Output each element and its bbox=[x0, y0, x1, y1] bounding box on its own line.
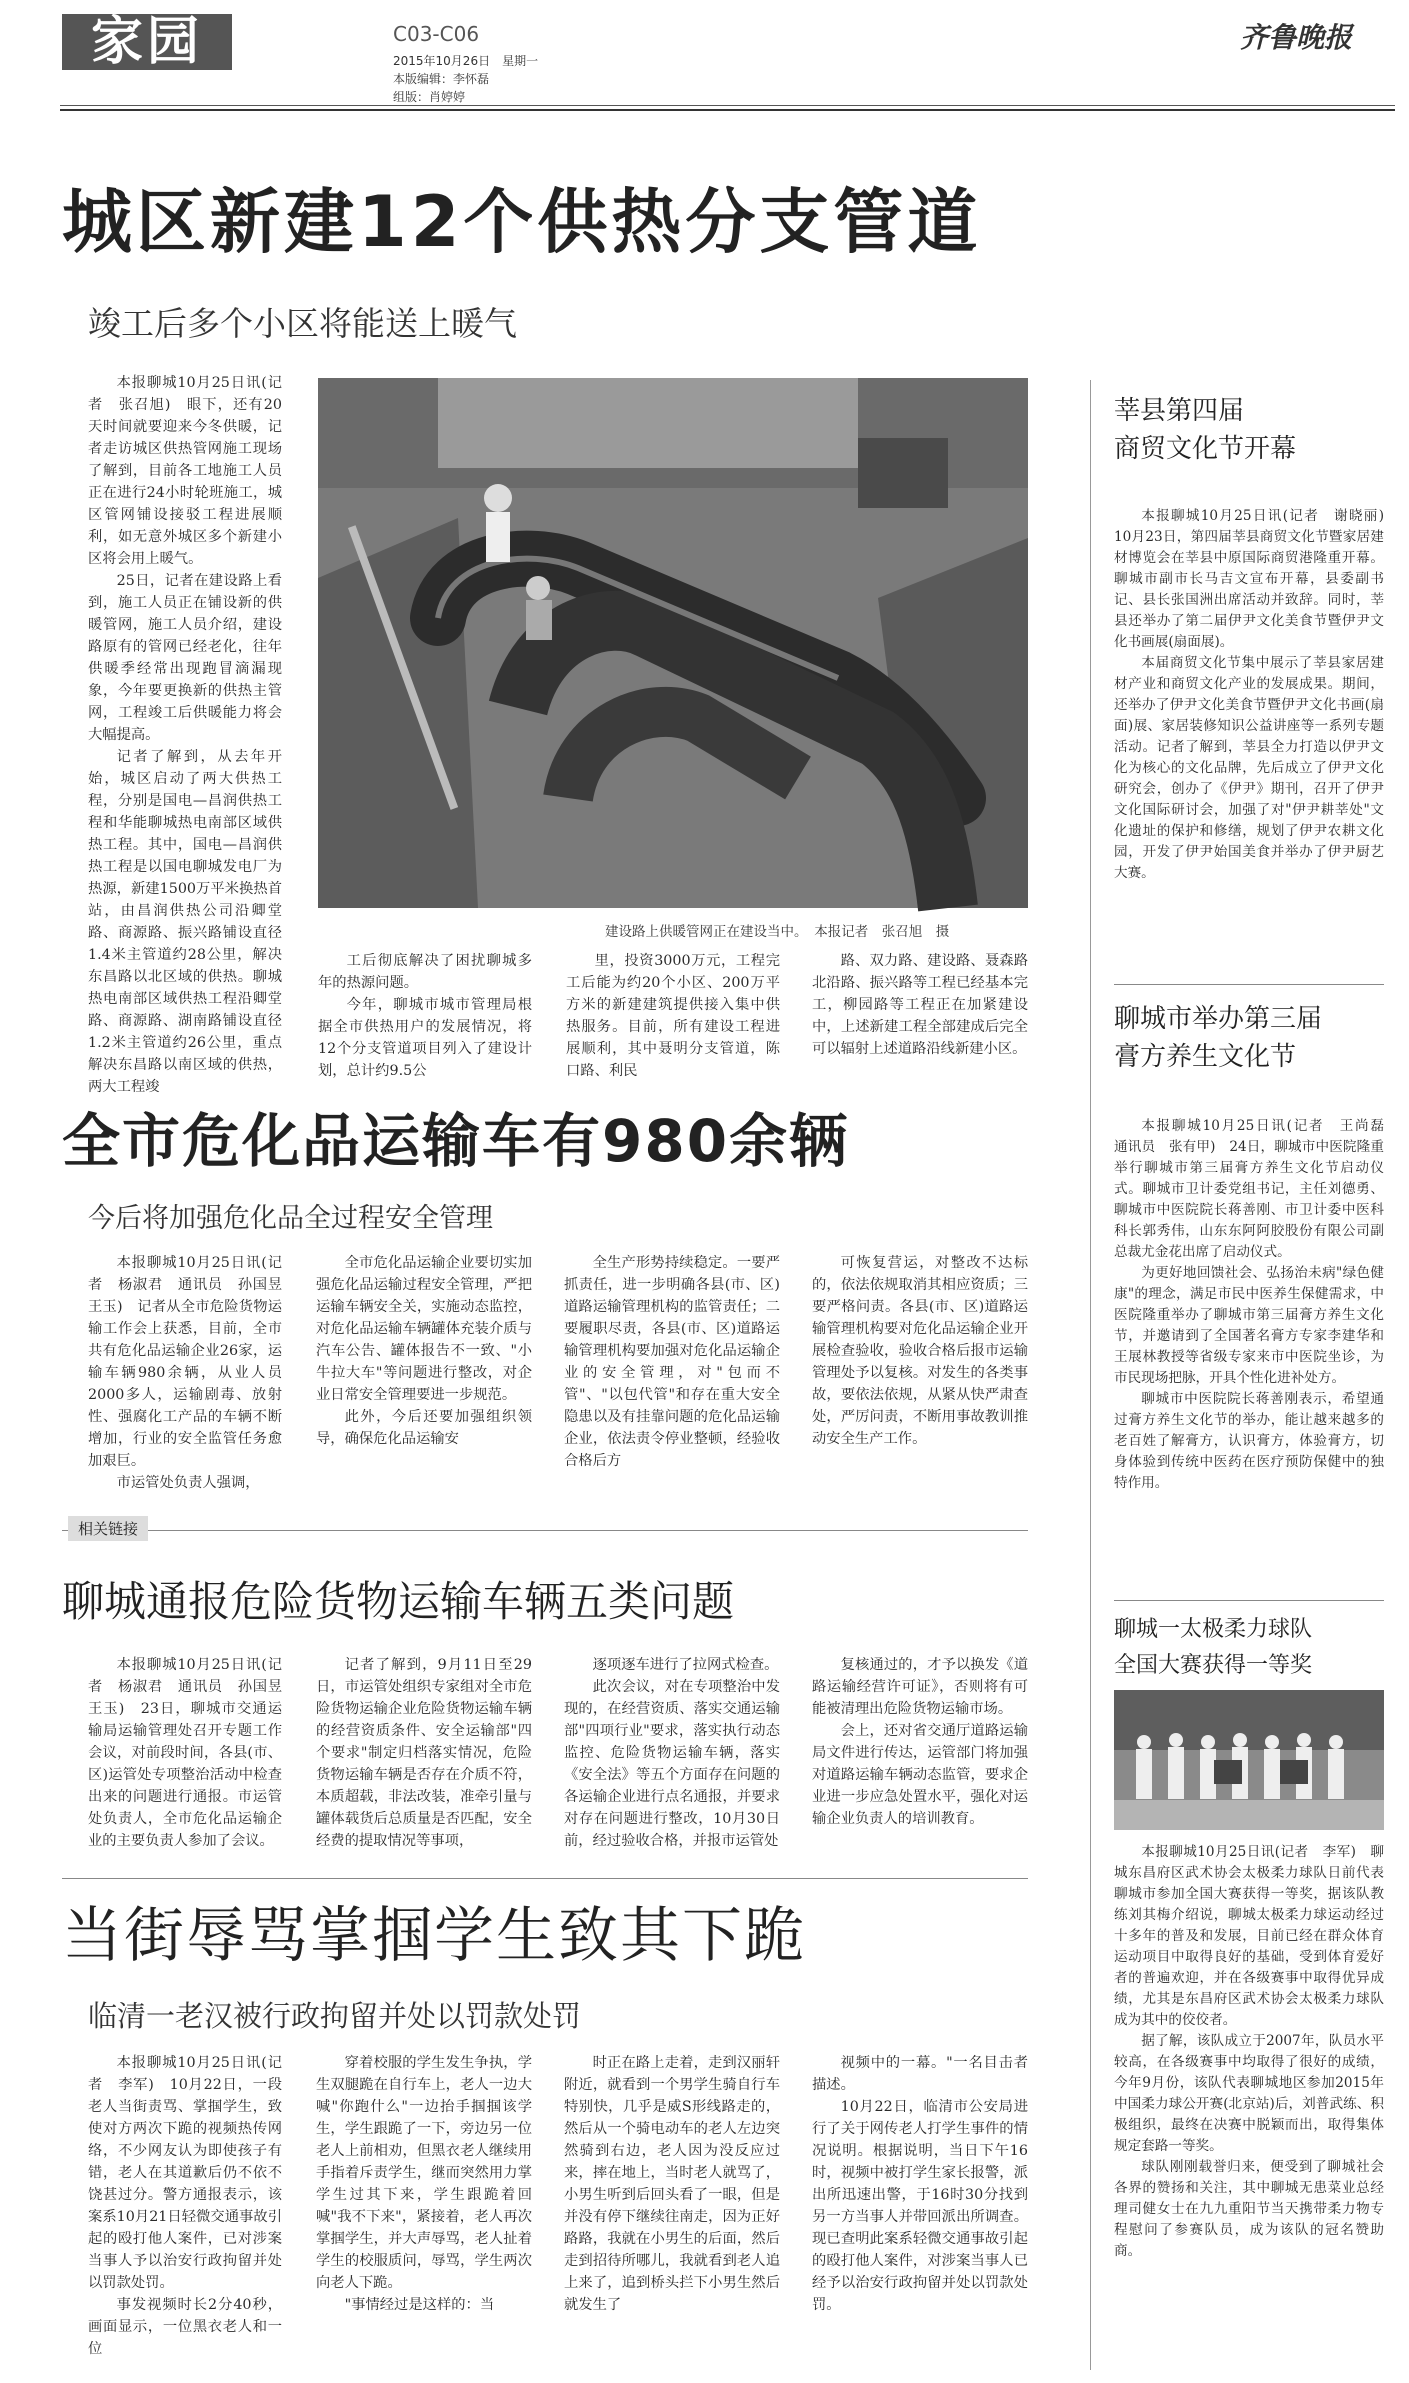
paragraph: 复核通过的，才予以换发《道路运输经营许可证》，否则将有可能被清理出危险货物运输市场。 bbox=[812, 1657, 1028, 1717]
paragraph: 今年，聊城市城市管理局根据全市供热用户的发展情况，将12个分支管道项目列入了建设计划，总计约9.5公 bbox=[318, 997, 532, 1079]
paragraph: 为更好地回馈社会、弘扬治未病"绿色健康"的理念，满足市民中医养生保健需求，中医院隆重举办了聊城市第三届膏方养生文化节，并邀请到了全国著名膏方专家李建华和王展林教授等省级专家来市中医院坐诊，为市民现场把脉，开具个性化进补处方。 bbox=[1114, 1265, 1384, 1386]
paragraph: 本报聊城10月25日讯(记者 张召旭) 眼下，还有20天时间就要迎来今冬供暖，记者走访城区供热管网施工现场了解到，目前各工地施工人员正在进行24小时轮班施工，城区管网铺设接驳工程进展顺利，如无意外城区多个新建小区将会用上暖气。 bbox=[88, 375, 282, 567]
sidebar-body bbox=[1114, 1842, 1384, 2372]
paragraph: 记者了解到，9月11日至29日，市运管处组织专家组对全市危险货物运输企业危险货物运输车辆的经营资质条件、安全运输部"四个要求"制定归档落实情况，危险货物运输车辆是否存在介质不符，本质超载，非法改装，准牵引量与罐体载货后总质量是否匹配，安全经费的提取情况等事项， bbox=[316, 1657, 532, 1849]
article-column-4 bbox=[812, 950, 1028, 1060]
masthead-divider bbox=[60, 105, 1395, 106]
article-column-3 bbox=[564, 1252, 780, 1514]
paragraph: 本报聊城10月25日讯(记者 王尚磊 通讯员 张有甲) 24日，聊城市中医院隆重举行聊城市第三届膏方养生文化节启动仪式。聊城市卫计委党组书记，主任刘德勇、聊城市中医院院长蒋善刚、市卫计委中医科科长郭秀伟，山东东阿阿胶股份有限公司副总裁尤金花出席了启动仪式。 bbox=[1114, 1118, 1398, 1260]
article-column-1 bbox=[88, 372, 282, 1095]
article-column-3 bbox=[564, 1654, 780, 1864]
article-column-2 bbox=[316, 1252, 532, 1514]
paragraph: 此次会议，对在专项整治中发现的，在经营资质、落实交通运输部"四项行业"要求，落实执行动态监控、危险货物运输车辆，落实《安全法》等五个方面存在问题的各运输企业进行点名通报，并要求对存在问题进行整改，10月30日前，经过验收合格，并报市运管处 bbox=[564, 1679, 780, 1849]
paragraph: 本报聊城10月25日讯(记者 李军) 聊城东昌府区武术协会太极柔力球队日前代表聊城市参加全国大赛获得一等奖，据该队教练刘其梅介绍说，聊城太极柔力球运动经过十多年的普及和发展，目前已经在群众体育运动项目中取得良好的基础，受到体育爱好者的普遍欢迎，并在各级赛事中取得优异成绩，尤其是东昌府区武术协会太极柔力球队成为其中的佼佼者。 bbox=[1114, 1844, 1384, 2028]
news-photo-pipes bbox=[318, 378, 1028, 908]
photo-caption: 建设路上供暖管网正在建设当中。 本报记者 张召旭 摄 bbox=[605, 924, 950, 940]
paragraph: 本报聊城10月25日讯(记者 杨淑君 通讯员 孙国昱 王玉) 23日，聊城市交通运输局运输管理处召开专题工作会议，对前段时间，各县(市、区)运管处专项整治活动中检查出来的问题进行通报。市运管处负责人，全市危化品运输企业的主要负责人参加了会议。 bbox=[88, 1657, 297, 1849]
team-photo bbox=[1114, 1690, 1384, 1830]
paragraph: 记者了解到，从去年开始，城区启动了两大供热工程，分别是国电—昌润供热工程和华能聊城热电南部区域供热工程。其中，国电—昌润供热工程是以国电聊城发电厂为热源，新建1500万平米换热首站，由昌润供热公司沿卿堂路、商源路、振兴路铺设直径1.4米主管道约28公里，解决东昌路以北区域的供热。聊城热电南部区域供热工程沿卿堂路、商源路、湖南路铺设直径1.2米主管道约26公里，重点解决东昌路以南区域的供热，两大工程竣 bbox=[88, 749, 282, 1095]
newspaper-logo: 齐鲁晚报 bbox=[1240, 21, 1353, 54]
paragraph: 穿着校服的学生发生争执，学生双腿跪在自行车上，老人一边大喊"你跑什么"一边抬手掴掴该学生，学生跟跪了一下，旁边另一位老人上前相劝，但黑衣老人继续用手指着斥责学生，继而突然用力掌学生过其下来，学生跟跪着回喊"我不下来"，紧接着，老人再次掌掴学生，并大声辱骂，老人扯着学生的校服质问，辱骂，学生两次向老人下跪。 bbox=[316, 2055, 532, 2291]
article-column-3 bbox=[564, 2052, 780, 2370]
editor-credit: 本版编辑：李怀磊 bbox=[393, 72, 490, 86]
paragraph: 全市危化品运输企业要切实加强危化品运输过程安全管理，严把运输车辆安全关，实施动态监控，对危化品运输车辆罐体充装介质与汽车公告、罐体报告不一致、"小牛拉大车"等问题进行整改，对企业日常安全管理要进一步规范。 bbox=[316, 1255, 532, 1403]
paragraph: 视频中的一幕。"一名目击者描述。 bbox=[812, 2055, 1028, 2093]
designer-credit: 组版：肖婷婷 bbox=[393, 90, 466, 104]
paragraph: 全生产形势持续稳定。一要严抓责任，进一步明确各县(市、区)道路运输管理机构的监管责任；二要履职尽责，各县(市、区)道路运输管理机构要加强对危化品运输企业的安全管理，对"包而不管"、"以包代管"和存在重大安全隐患以及有挂靠问题的危化品运输企业，依法责令停业整顿，经验收合格后方 bbox=[564, 1255, 780, 1469]
headline: 聊城通报危险货物运输车辆五类问题 bbox=[62, 1577, 735, 1626]
article-column-4 bbox=[812, 2052, 1028, 2370]
sidebar-body bbox=[1114, 1116, 1398, 1592]
article-column-1 bbox=[88, 2052, 282, 2370]
article-column-2 bbox=[316, 1654, 532, 1864]
paragraph: 逐项逐车进行了拉网式检查。 bbox=[592, 1657, 779, 1673]
article-column-2 bbox=[318, 950, 532, 1079]
article-column-4 bbox=[812, 1654, 1028, 1864]
section-title: 家园 bbox=[62, 14, 232, 70]
subheadline: 今后将加强危化品全过程安全管理 bbox=[88, 1203, 493, 1234]
page-range: C03-C06 bbox=[393, 22, 480, 46]
paragraph: 事发视频时长2分40秒，画面显示，一位黑衣老人和一位 bbox=[88, 2297, 282, 2357]
article-column-2 bbox=[316, 2052, 532, 2370]
paragraph: 里，投资3000万元，工程完工后能为约20个小区、200万平方米的新建建筑提供接入集中供热服务。目前，所有建设工程进展顺利，其中聂明分支管道，陈口路、利民 bbox=[566, 953, 780, 1079]
sidebar-headline: 聊城市举办第三届 膏方养生文化节 bbox=[1114, 1004, 1323, 1072]
paragraph: 此外，今后还要加强组织领导，确保危化品运输安 bbox=[316, 1409, 532, 1447]
headline: 全市危化品运输车有980余辆 bbox=[62, 1107, 850, 1175]
paragraph: 本届商贸文化节集中展示了莘县家居建材产业和商贸文化产业的发展成果。期间，还举办了伊尹文化美食节暨伊尹文化书画(扇面)展、家居装修知识公益讲座等一系列专题活动。记者了解到，莘县全力打造以伊尹文化为核心的文化品牌，先后成立了伊尹文化研究会，创办了《伊尹》期刊，召开了伊尹文化国际研讨会，加强了对"伊尹耕莘处"文化遗址的保护和修缮，规划了伊尹农耕文化园，开发了伊尹始国美食并举办了伊尹厨艺大赛。 bbox=[1114, 655, 1384, 881]
article-column-3 bbox=[566, 950, 780, 1079]
article-column-4 bbox=[812, 1252, 1028, 1514]
article-column-1 bbox=[88, 1654, 297, 1864]
issue-date: 2015年10月26日 星期一 bbox=[393, 54, 539, 68]
paragraph: 本报聊城10月25日讯(记者 李军) 10月22日，一段老人当街责骂、掌掴学生，致使对方两次下跪的视频热传网络，不少网友认为即使孩子有错，老人在其道歉后仍不依不饶甚过分。警方通报表示，该案系10月21日轻微交通事故引起的殴打他人案件，已对涉案当事人予以治安行政拘留并处以罚款处罚。 bbox=[88, 2055, 282, 2291]
paragraph: 市运管处负责人强调， bbox=[116, 1475, 260, 1491]
subheadline: 竣工后多个小区将能送上暖气 bbox=[88, 304, 517, 343]
paragraph: 时正在路上走着，走到汉丽轩附近，就看到一个男学生骑自行车特别快，几乎是威S形线路走的，然后从一个骑电动车的老人左边突然骑到右边，老人因为没反应过来，摔在地上，当时老人就骂了，小男生听到后回头看了一眼，但是并没有停下继续往南走，因为正好路路，我就在小男生的后面，然后走到招待所哪儿，我就看到老人追上来了，追到桥头拦下小男生然后就发生了 bbox=[564, 2055, 780, 2313]
headline: 城区新建12个供热分支管道 bbox=[62, 181, 982, 263]
paragraph: 工后彻底解决了困扰聊城多年的热源问题。 bbox=[318, 953, 532, 991]
related-label: 相关链接 bbox=[68, 1516, 148, 1541]
sidebar-headline: 聊城一太极柔力球队 全国大赛获得一等奖 bbox=[1114, 1617, 1313, 1678]
headline: 当街辱骂掌掴学生致其下跪 bbox=[62, 1901, 806, 1971]
paragraph: 会上，还对省交通厅道路运输局文件进行传达，运管部门将加强对道路运输车辆动态监管，要求企业进一步应急处置水平，强化对运输企业负责人的培训教育。 bbox=[812, 1723, 1028, 1827]
sidebar-divider bbox=[1090, 380, 1091, 2370]
paragraph: 路、双力路、建设路、聂森路北沿路、振兴路等工程已经基本完工，柳园路等工程正在加紧建设中，上述新建工程全部建成后完全可以辐射上述道路沿线新建小区。 bbox=[812, 953, 1028, 1057]
sidebar-headline: 莘县第四届 商贸文化节开幕 bbox=[1114, 396, 1297, 464]
paragraph: 聊城市中医院院长蒋善刚表示，希望通过膏方养生文化节的举办，能让越来越多的老百姓了解膏方，认识膏方，体验膏方，切身体验到传统中医药在医疗预防保健中的独特作用。 bbox=[1114, 1391, 1384, 1491]
paragraph: "事情经过是这样的：当 bbox=[344, 2297, 495, 2313]
article-column-1 bbox=[88, 1252, 297, 1514]
paragraph: 10月22日，临清市公安局进行了关于网传老人打学生事件的情况说明。根据说明，当日下午16时，视频中被打学生家长报警，派出所迅速出警，于16时30分找到另一方当事人并带回派出所调查。现已查明此案系轻微交通事故引起的殴打他人案件，对涉案当事人已经予以治安行政拘留并处以罚款处罚。 bbox=[812, 2099, 1028, 2313]
paragraph: 25日，记者在建设路上看到，施工人员正在铺设新的供暖管网，施工人员介绍，建设路原有的管网已经老化，往年供暖季经常出现跑冒滴漏现象，今年要更换新的供热主管网，工程竣工后供暖能力将会大幅提高。 bbox=[88, 573, 282, 743]
paragraph: 据了解，该队成立于2007年，队员水平较高，在各级赛事中均取得了很好的成绩，今年9月份，该队代表聊城地区参加2015年中国柔力球公开赛(北京站)后，刘普武练、积极组织，最终在决赛中脱颖而出，取得集体规定套路一等奖。 bbox=[1114, 2033, 1384, 2154]
paragraph: 球队刚刚载誉归来，便受到了聊城社会各界的赞扬和关注，其中聊城无患菜业总经理司健女士在九九重阳节当天携带柔力物专程慰问了参赛队员，成为该队的冠名赞助商。 bbox=[1114, 2159, 1384, 2259]
paragraph: 可恢复营运，对整改不达标的，依法依规取消其相应资质；三要严格问责。各县(市、区)道路运输管理机构要对危化品运输企业开展检查验收，验收合格后报市运输管理处予以复核。对发生的各类事故，要依法依规，从紧从快严肃查处，严厉问责，不断用事故教训推动安全生产工作。 bbox=[812, 1255, 1028, 1447]
sidebar-body bbox=[1114, 506, 1398, 968]
paragraph: 本报聊城10月25日讯(记者 杨淑君 通讯员 孙国昱 王玉) 记者从全市危险货物运输工作会上获悉，目前，全市共有危化品运输企业26家，运输车辆980余辆，从业人员2000多人，运输剧毒、放射性、强腐化工产品的车辆不断增加，行业的安全监管任务愈加艰巨。 bbox=[88, 1255, 297, 1469]
paragraph: 本报聊城10月25日讯(记者 谢晓丽) 10月23日，第四届莘县商贸文化节暨家居建材博览会在莘县中原国际商贸港隆重开幕。聊城市副市长马吉文宣布开幕，县委副书记、县长张国洲出席活动并致辞。同时，莘县还举办了第二届伊尹文化美食节暨伊尹文化书画展(扇面展)。 bbox=[1114, 508, 1398, 650]
subheadline: 临清一老汉被行政拘留并处以罚款处罚 bbox=[88, 1999, 582, 2033]
